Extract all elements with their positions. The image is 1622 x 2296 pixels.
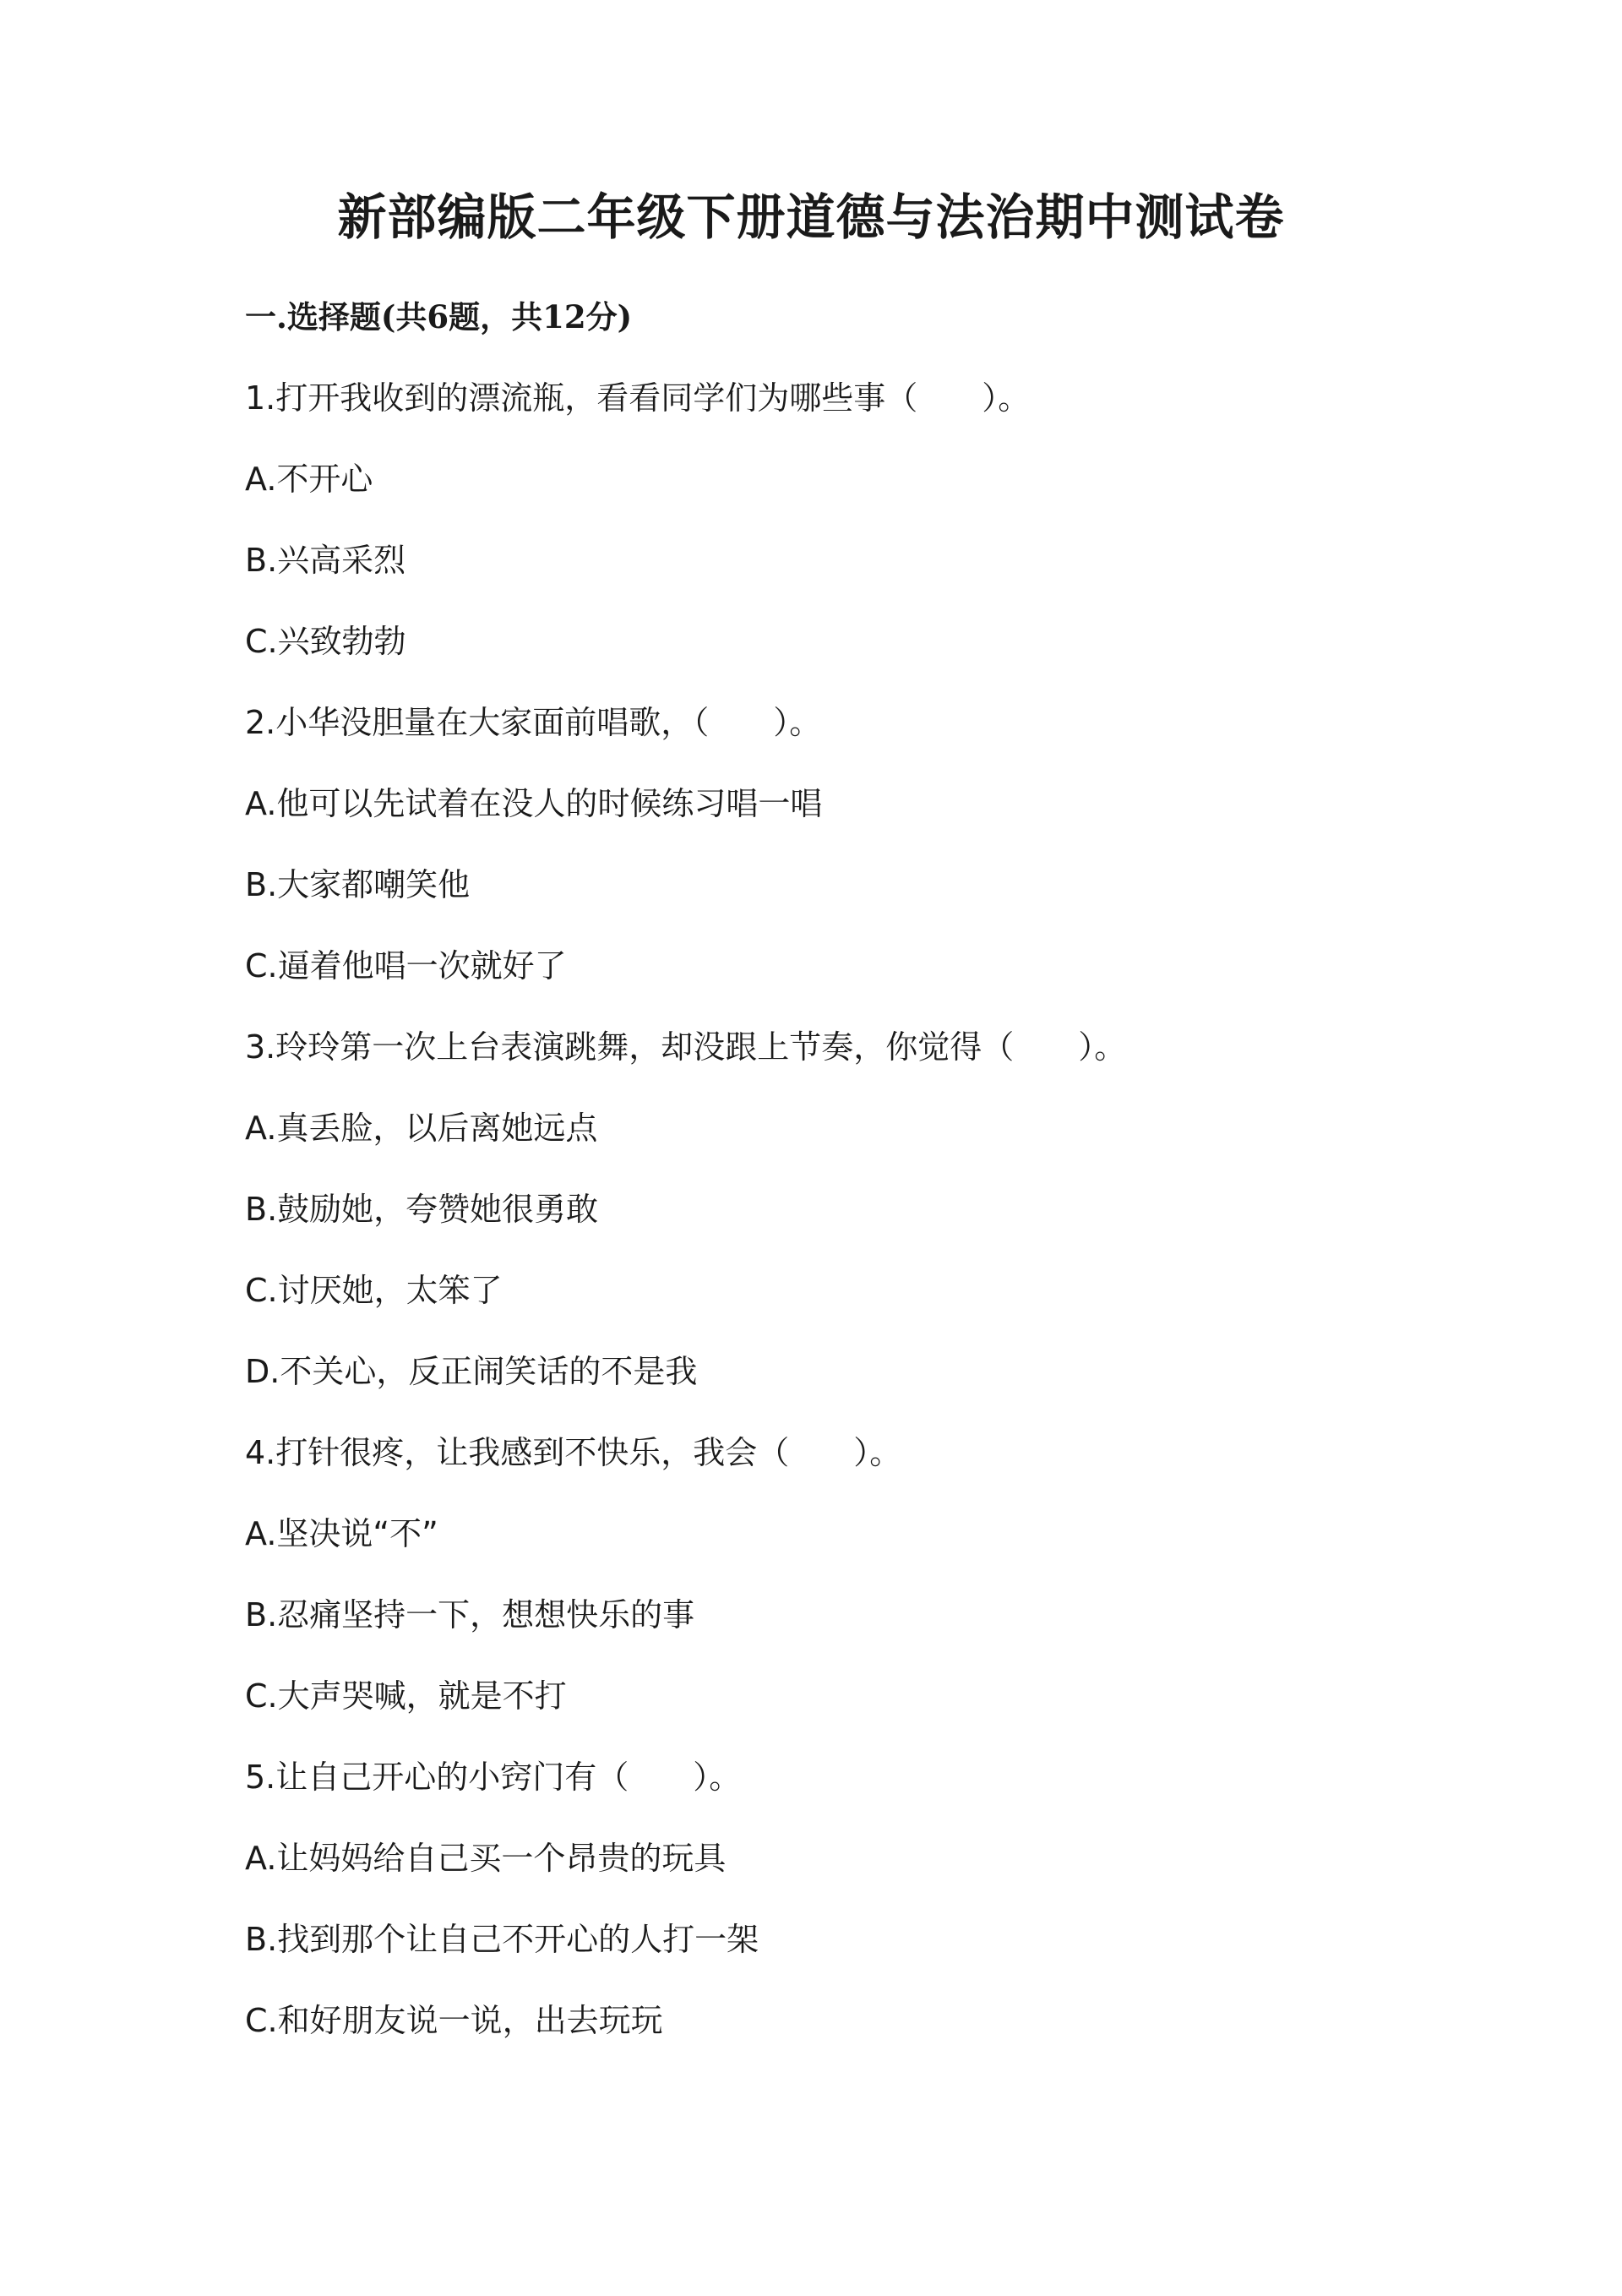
q5-option-a: A.让妈妈给自己买一个昂贵的玩具 bbox=[245, 1840, 727, 1877]
question-2: 2.小华没胆量在大家面前唱歌，（ ）。 bbox=[245, 704, 822, 741]
q4-option-a: A.坚决说“不” bbox=[245, 1515, 438, 1552]
question-5: 5.让自己开心的小窍门有（ ）。 bbox=[245, 1759, 742, 1796]
q2-option-a: A.他可以先试着在没人的时候练习唱一唱 bbox=[245, 785, 823, 822]
q4-option-c: C.大声哭喊，就是不打 bbox=[245, 1677, 567, 1715]
q1-option-c: C.兴致勃勃 bbox=[245, 623, 406, 660]
q1-option-a: A.不开心 bbox=[245, 461, 373, 498]
section-heading: 一.选择题(共6题，共12分) bbox=[245, 298, 633, 335]
q3-option-b: B.鼓励她，夸赞她很勇敢 bbox=[245, 1191, 599, 1228]
q1-option-b: B.兴高采烈 bbox=[245, 542, 406, 579]
q4-option-b: B.忍痛坚持一下，想想快乐的事 bbox=[245, 1596, 695, 1633]
q5-option-c: C.和好朋友说一说，出去玩玩 bbox=[245, 2002, 663, 2039]
q3-option-a: A.真丢脸，以后离她远点 bbox=[245, 1110, 598, 1147]
page-title: 新部编版二年级下册道德与法治期中测试卷 bbox=[337, 188, 1285, 246]
question-3: 3.玲玲第一次上台表演跳舞，却没跟上节奏，你觉得（ ）。 bbox=[245, 1028, 1127, 1066]
q5-option-b: B.找到那个让自己不开心的人打一架 bbox=[245, 1921, 759, 1958]
q2-option-c: C.逼着他唱一次就好了 bbox=[245, 947, 567, 984]
q3-option-c: C.讨厌她，太笨了 bbox=[245, 1272, 503, 1309]
q3-option-d: D.不关心，反正闹笑话的不是我 bbox=[245, 1353, 698, 1390]
question-4: 4.打针很疼，让我感到不快乐，我会（ ）。 bbox=[245, 1434, 902, 1471]
question-1: 1.打开我收到的漂流瓶，看看同学们为哪些事（ ）。 bbox=[245, 379, 1031, 417]
q2-option-b: B.大家都嘲笑他 bbox=[245, 866, 471, 903]
